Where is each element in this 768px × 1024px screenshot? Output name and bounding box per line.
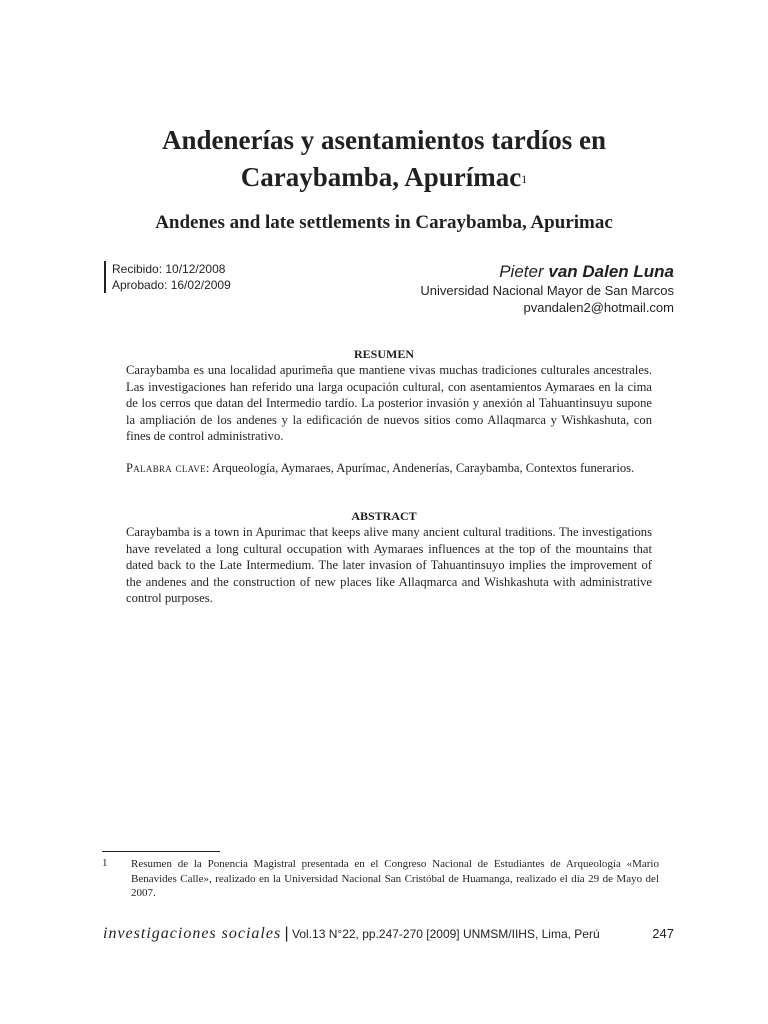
footnote-text: Resumen de la Ponencia Magistral presentada en el Congreso Nacional de Estudiantes de Arqueología «Mario Benavides Calle», realizado en la Universidad Nacional San Cristóbal de Huamanga, realizado el día 29 de Mayo del 2007. [131,858,659,899]
abstract-heading: ABSTRACT [351,509,417,523]
footnote-number: 1 [102,857,108,869]
author-last-name: van Dalen Luna [548,262,674,281]
author-block [420,262,674,316]
abstract-text: Caraybamba is a town in Apurimac that keeps alive many ancient cultural traditions. The investigations have revelated a long cultural occupation with Aymaraes influences at the top of the mountains that dated back to the Late Intermedium. The later invasion of Tahuantinsuyo implies the improvement of the andenes and the construction of new places like Allaqmarca and Wishkashuta with administrative control purposes. [126,525,652,605]
resumen-heading: RESUMEN [353,347,414,361]
received-date: Recibido: 10/12/2008 [112,262,226,276]
approved-date: Aprobado: 16/02/2009 [112,278,231,292]
page-number: 247 [652,926,674,941]
article-title [0,122,768,196]
title-line-2-text: Caraybamba, Apurímac [240,162,522,192]
footnote-divider [102,851,220,852]
author-first-name: Pieter [499,262,544,281]
journal-name: investigaciones sociales [103,925,282,942]
submission-dates [104,261,231,293]
footer-separator: | [284,925,289,942]
article-subtitle: Andenes and late settlements in Caraybamba, Apurimac [155,212,613,233]
author-affiliation: Universidad Nacional Mayor de San Marcos [420,283,674,298]
title-line-2 [0,159,768,196]
title-footnote-mark[interactable]: 1 [521,172,528,186]
journal-citation: Vol.13 N°22, pp.247-270 [2009] UNMSM/IIHS, Lima, Perú [292,927,600,941]
author-name [420,262,674,282]
author-email[interactable]: pvandalen2@hotmail.com [523,300,674,315]
title-line-1: Andenerías y asentamientos tardíos en [162,125,606,155]
keywords-label: Palabra clave: [126,461,210,475]
keywords-paragraph [126,460,652,477]
page-footer [103,925,600,943]
keywords-text: Arqueología, Aymaraes, Apurímac, Andenerías, Caraybamba, Contextos funerarios. [212,461,635,475]
resumen-text: Caraybamba es una localidad apurimeña que mantiene vivas muchas tradiciones culturales ancestrales. Las investigaciones han referido una larga ocupación cultural, con asentamientos Aymaraes en la cima de los cerros que datan del Intermedio tardío. La posterior invasión y anexión al Tahuantinsuyu supone la ampliación de los andenes y la edificación de nuevos sitios como Allaqmarca y Wishkashuta, con fines de control administrativo. [126,363,652,443]
